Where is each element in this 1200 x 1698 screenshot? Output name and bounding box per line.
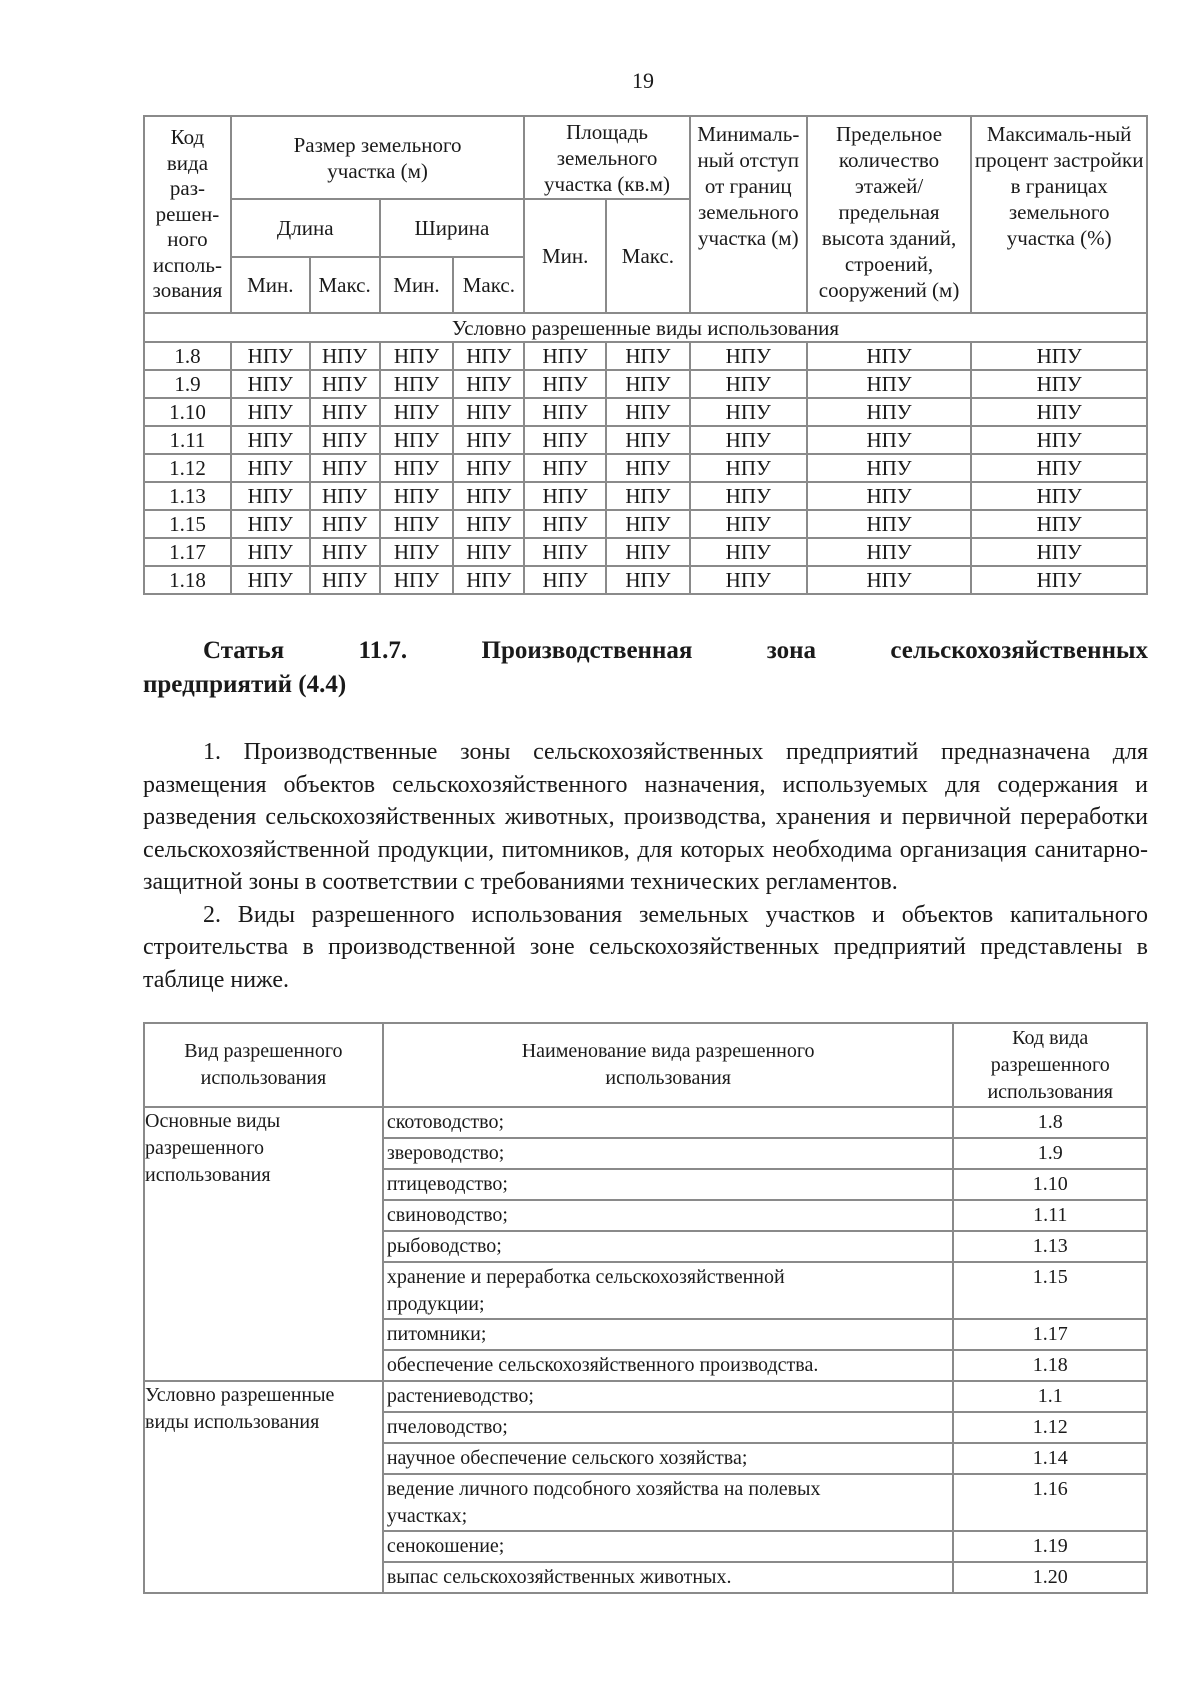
row-value: НПУ xyxy=(606,398,690,426)
use-name: свиноводство; xyxy=(383,1200,954,1231)
use-name: птицеводство; xyxy=(383,1169,954,1200)
row-value: НПУ xyxy=(807,482,972,510)
row-value: НПУ xyxy=(231,454,310,482)
row-value: НПУ xyxy=(524,342,606,370)
use-name: ведение личного подсобного хозяйства на полевых участках; xyxy=(383,1474,954,1531)
article-heading-line2: предприятий (4.4) xyxy=(143,671,347,698)
use-name: хранение и переработка сельскохозяйственной продукции; xyxy=(383,1262,954,1319)
row-value: НПУ xyxy=(971,510,1147,538)
use-code: 1.18 xyxy=(953,1350,1147,1381)
use-code: 1.9 xyxy=(953,1138,1147,1169)
header-use-type: Вид разрешенного использования xyxy=(144,1023,383,1107)
row-value: НПУ xyxy=(524,426,606,454)
paragraph-2: 2. Виды разрешенного использования земельных участков и объектов капитального строительства в производственной зоне сельскохозяйственных предприятий представлены в таблице ниже. xyxy=(143,901,1148,993)
use-name: растениеводство; xyxy=(383,1381,954,1412)
row-value: НПУ xyxy=(606,510,690,538)
header-code: Код вида раз- решен- ного исполь- зования xyxy=(144,116,231,313)
table-row xyxy=(144,398,1147,426)
row-value: НПУ xyxy=(524,566,606,594)
row-value: НПУ xyxy=(310,370,380,398)
use-name: выпас сельскохозяйственных животных. xyxy=(383,1562,954,1593)
permitted-uses-table xyxy=(143,1022,1148,1594)
header-area-min: Мин. xyxy=(524,199,606,313)
row-code: 1.8 xyxy=(144,342,231,370)
row-value: НПУ xyxy=(690,454,807,482)
header-area-max: Макс. xyxy=(606,199,690,313)
row-value: НПУ xyxy=(380,454,454,482)
row-value: НПУ xyxy=(690,370,807,398)
plot-limits-table xyxy=(143,115,1148,595)
row-value: НПУ xyxy=(690,342,807,370)
row-value: НПУ xyxy=(380,566,454,594)
header-plot-size: Размер земельного участка (м) xyxy=(231,116,524,199)
section-label: Условно разрешенные виды использования xyxy=(144,313,1147,342)
row-value: НПУ xyxy=(606,482,690,510)
row-value: НПУ xyxy=(690,510,807,538)
row-value: НПУ xyxy=(690,398,807,426)
row-value: НПУ xyxy=(690,426,807,454)
row-value: НПУ xyxy=(971,370,1147,398)
row-value: НПУ xyxy=(807,538,972,566)
row-value: НПУ xyxy=(453,454,524,482)
header-width-max: Макс. xyxy=(453,257,524,313)
row-value: НПУ xyxy=(971,426,1147,454)
use-code: 1.1 xyxy=(953,1381,1147,1412)
row-value: НПУ xyxy=(380,510,454,538)
row-value: НПУ xyxy=(690,538,807,566)
row-value: НПУ xyxy=(971,454,1147,482)
header-length-max: Макс. xyxy=(310,257,380,313)
row-value: НПУ xyxy=(807,510,972,538)
row-code: 1.11 xyxy=(144,426,231,454)
row-value: НПУ xyxy=(807,370,972,398)
header-area: Площадь земельного участка (кв.м) xyxy=(524,116,690,199)
table-row xyxy=(144,566,1147,594)
row-value: НПУ xyxy=(380,538,454,566)
header-use-name: Наименование вида разрешенного использования xyxy=(383,1023,954,1107)
row-value: НПУ xyxy=(807,454,972,482)
row-value: НПУ xyxy=(231,370,310,398)
row-value: НПУ xyxy=(231,398,310,426)
row-value: НПУ xyxy=(606,342,690,370)
row-value: НПУ xyxy=(310,510,380,538)
row-value: НПУ xyxy=(310,426,380,454)
row-value: НПУ xyxy=(453,482,524,510)
use-name: рыбоводство; xyxy=(383,1231,954,1262)
article-body xyxy=(143,736,1148,996)
header-setback: Минималь-ный отступ от границ земельного участка (м) xyxy=(690,116,807,313)
use-group-label: Основные виды разрешенного использования xyxy=(144,1107,383,1381)
use-name: обеспечение сельскохозяйственного производства. xyxy=(383,1350,954,1381)
row-value: НПУ xyxy=(231,538,310,566)
row-value: НПУ xyxy=(231,566,310,594)
header-length: Длина xyxy=(231,199,380,257)
row-value: НПУ xyxy=(310,342,380,370)
use-code: 1.19 xyxy=(953,1531,1147,1562)
header-length-min: Мин. xyxy=(231,257,310,313)
paragraph-1: 1. Производственные зоны сельскохозяйственных предприятий предназначена для размещения объектов сельскохозяйственного назначения, используемых для содержания и разведения сельскохозяйственных животных, производства, хранения и первичной переработки сельскохозяйственной продукции, питомников, для которых необходима организация санитарно-защитной зоны в соответствии с требованиями технических регламентов. xyxy=(143,739,1148,895)
row-value: НПУ xyxy=(524,482,606,510)
row-value: НПУ xyxy=(524,398,606,426)
row-value: НПУ xyxy=(310,538,380,566)
row-value: НПУ xyxy=(524,370,606,398)
table-row xyxy=(144,1107,1147,1138)
table-row xyxy=(144,1381,1147,1412)
row-code: 1.15 xyxy=(144,510,231,538)
use-code: 1.10 xyxy=(953,1169,1147,1200)
row-value: НПУ xyxy=(380,398,454,426)
article-heading xyxy=(143,634,1148,702)
header-use-code: Код вида разрешенного использования xyxy=(953,1023,1147,1107)
header-width-min: Мин. xyxy=(380,257,454,313)
row-value: НПУ xyxy=(971,482,1147,510)
row-value: НПУ xyxy=(310,454,380,482)
row-value: НПУ xyxy=(690,482,807,510)
table-row xyxy=(144,454,1147,482)
table-row xyxy=(144,342,1147,370)
page-number: 19 xyxy=(632,68,654,93)
use-name: научное обеспечение сельского хозяйства; xyxy=(383,1443,954,1474)
row-value: НПУ xyxy=(971,566,1147,594)
row-value: НПУ xyxy=(606,454,690,482)
row-value: НПУ xyxy=(807,342,972,370)
row-value: НПУ xyxy=(690,566,807,594)
use-name: сенокошение; xyxy=(383,1531,954,1562)
use-code: 1.11 xyxy=(953,1200,1147,1231)
row-value: НПУ xyxy=(524,538,606,566)
row-value: НПУ xyxy=(310,482,380,510)
table-row xyxy=(144,510,1147,538)
use-name: скотоводство; xyxy=(383,1107,954,1138)
use-code: 1.15 xyxy=(953,1262,1147,1319)
row-value: НПУ xyxy=(606,566,690,594)
table-row xyxy=(144,482,1147,510)
row-value: НПУ xyxy=(380,426,454,454)
row-value: НПУ xyxy=(606,538,690,566)
row-value: НПУ xyxy=(453,538,524,566)
header-coverage: Максималь-ный процент застройки в границах земельного участка (%) xyxy=(971,116,1147,313)
row-value: НПУ xyxy=(380,342,454,370)
use-name: пчеловодство; xyxy=(383,1412,954,1443)
row-value: НПУ xyxy=(453,566,524,594)
row-value: НПУ xyxy=(453,398,524,426)
row-code: 1.12 xyxy=(144,454,231,482)
row-value: НПУ xyxy=(231,426,310,454)
use-code: 1.16 xyxy=(953,1474,1147,1531)
use-name: питомники; xyxy=(383,1319,954,1350)
row-value: НПУ xyxy=(606,426,690,454)
header-floors: Предельное количество этажей/ предельная высота зданий, строений, сооружений (м) xyxy=(807,116,972,313)
use-group-label: Условно разрешенные виды использования xyxy=(144,1381,383,1593)
row-value: НПУ xyxy=(380,370,454,398)
use-code: 1.12 xyxy=(953,1412,1147,1443)
row-value: НПУ xyxy=(807,566,972,594)
uses-rows xyxy=(144,1107,1147,1593)
row-value: НПУ xyxy=(380,482,454,510)
row-code: 1.13 xyxy=(144,482,231,510)
use-code: 1.20 xyxy=(953,1562,1147,1593)
table-row xyxy=(144,426,1147,454)
row-value: НПУ xyxy=(807,426,972,454)
row-value: НПУ xyxy=(453,342,524,370)
row-value: НПУ xyxy=(524,510,606,538)
table-row xyxy=(144,370,1147,398)
row-value: НПУ xyxy=(453,370,524,398)
row-value: НПУ xyxy=(310,398,380,426)
header-width: Ширина xyxy=(380,199,525,257)
row-value: НПУ xyxy=(453,426,524,454)
use-code: 1.14 xyxy=(953,1443,1147,1474)
use-code: 1.17 xyxy=(953,1319,1147,1350)
row-value: НПУ xyxy=(971,538,1147,566)
row-code: 1.9 xyxy=(144,370,231,398)
row-value: НПУ xyxy=(231,482,310,510)
row-value: НПУ xyxy=(453,510,524,538)
limits-rows xyxy=(144,342,1147,594)
row-code: 1.10 xyxy=(144,398,231,426)
row-value: НПУ xyxy=(971,398,1147,426)
row-code: 1.18 xyxy=(144,566,231,594)
row-code: 1.17 xyxy=(144,538,231,566)
row-value: НПУ xyxy=(231,510,310,538)
article-heading-line1: Статья 11.7. Производственная зона сельскохозяйственных xyxy=(203,637,1148,664)
row-value: НПУ xyxy=(310,566,380,594)
row-value: НПУ xyxy=(971,342,1147,370)
row-value: НПУ xyxy=(606,370,690,398)
use-code: 1.8 xyxy=(953,1107,1147,1138)
table-row xyxy=(144,538,1147,566)
use-code: 1.13 xyxy=(953,1231,1147,1262)
row-value: НПУ xyxy=(231,342,310,370)
row-value: НПУ xyxy=(524,454,606,482)
row-value: НПУ xyxy=(807,398,972,426)
use-name: звероводство; xyxy=(383,1138,954,1169)
